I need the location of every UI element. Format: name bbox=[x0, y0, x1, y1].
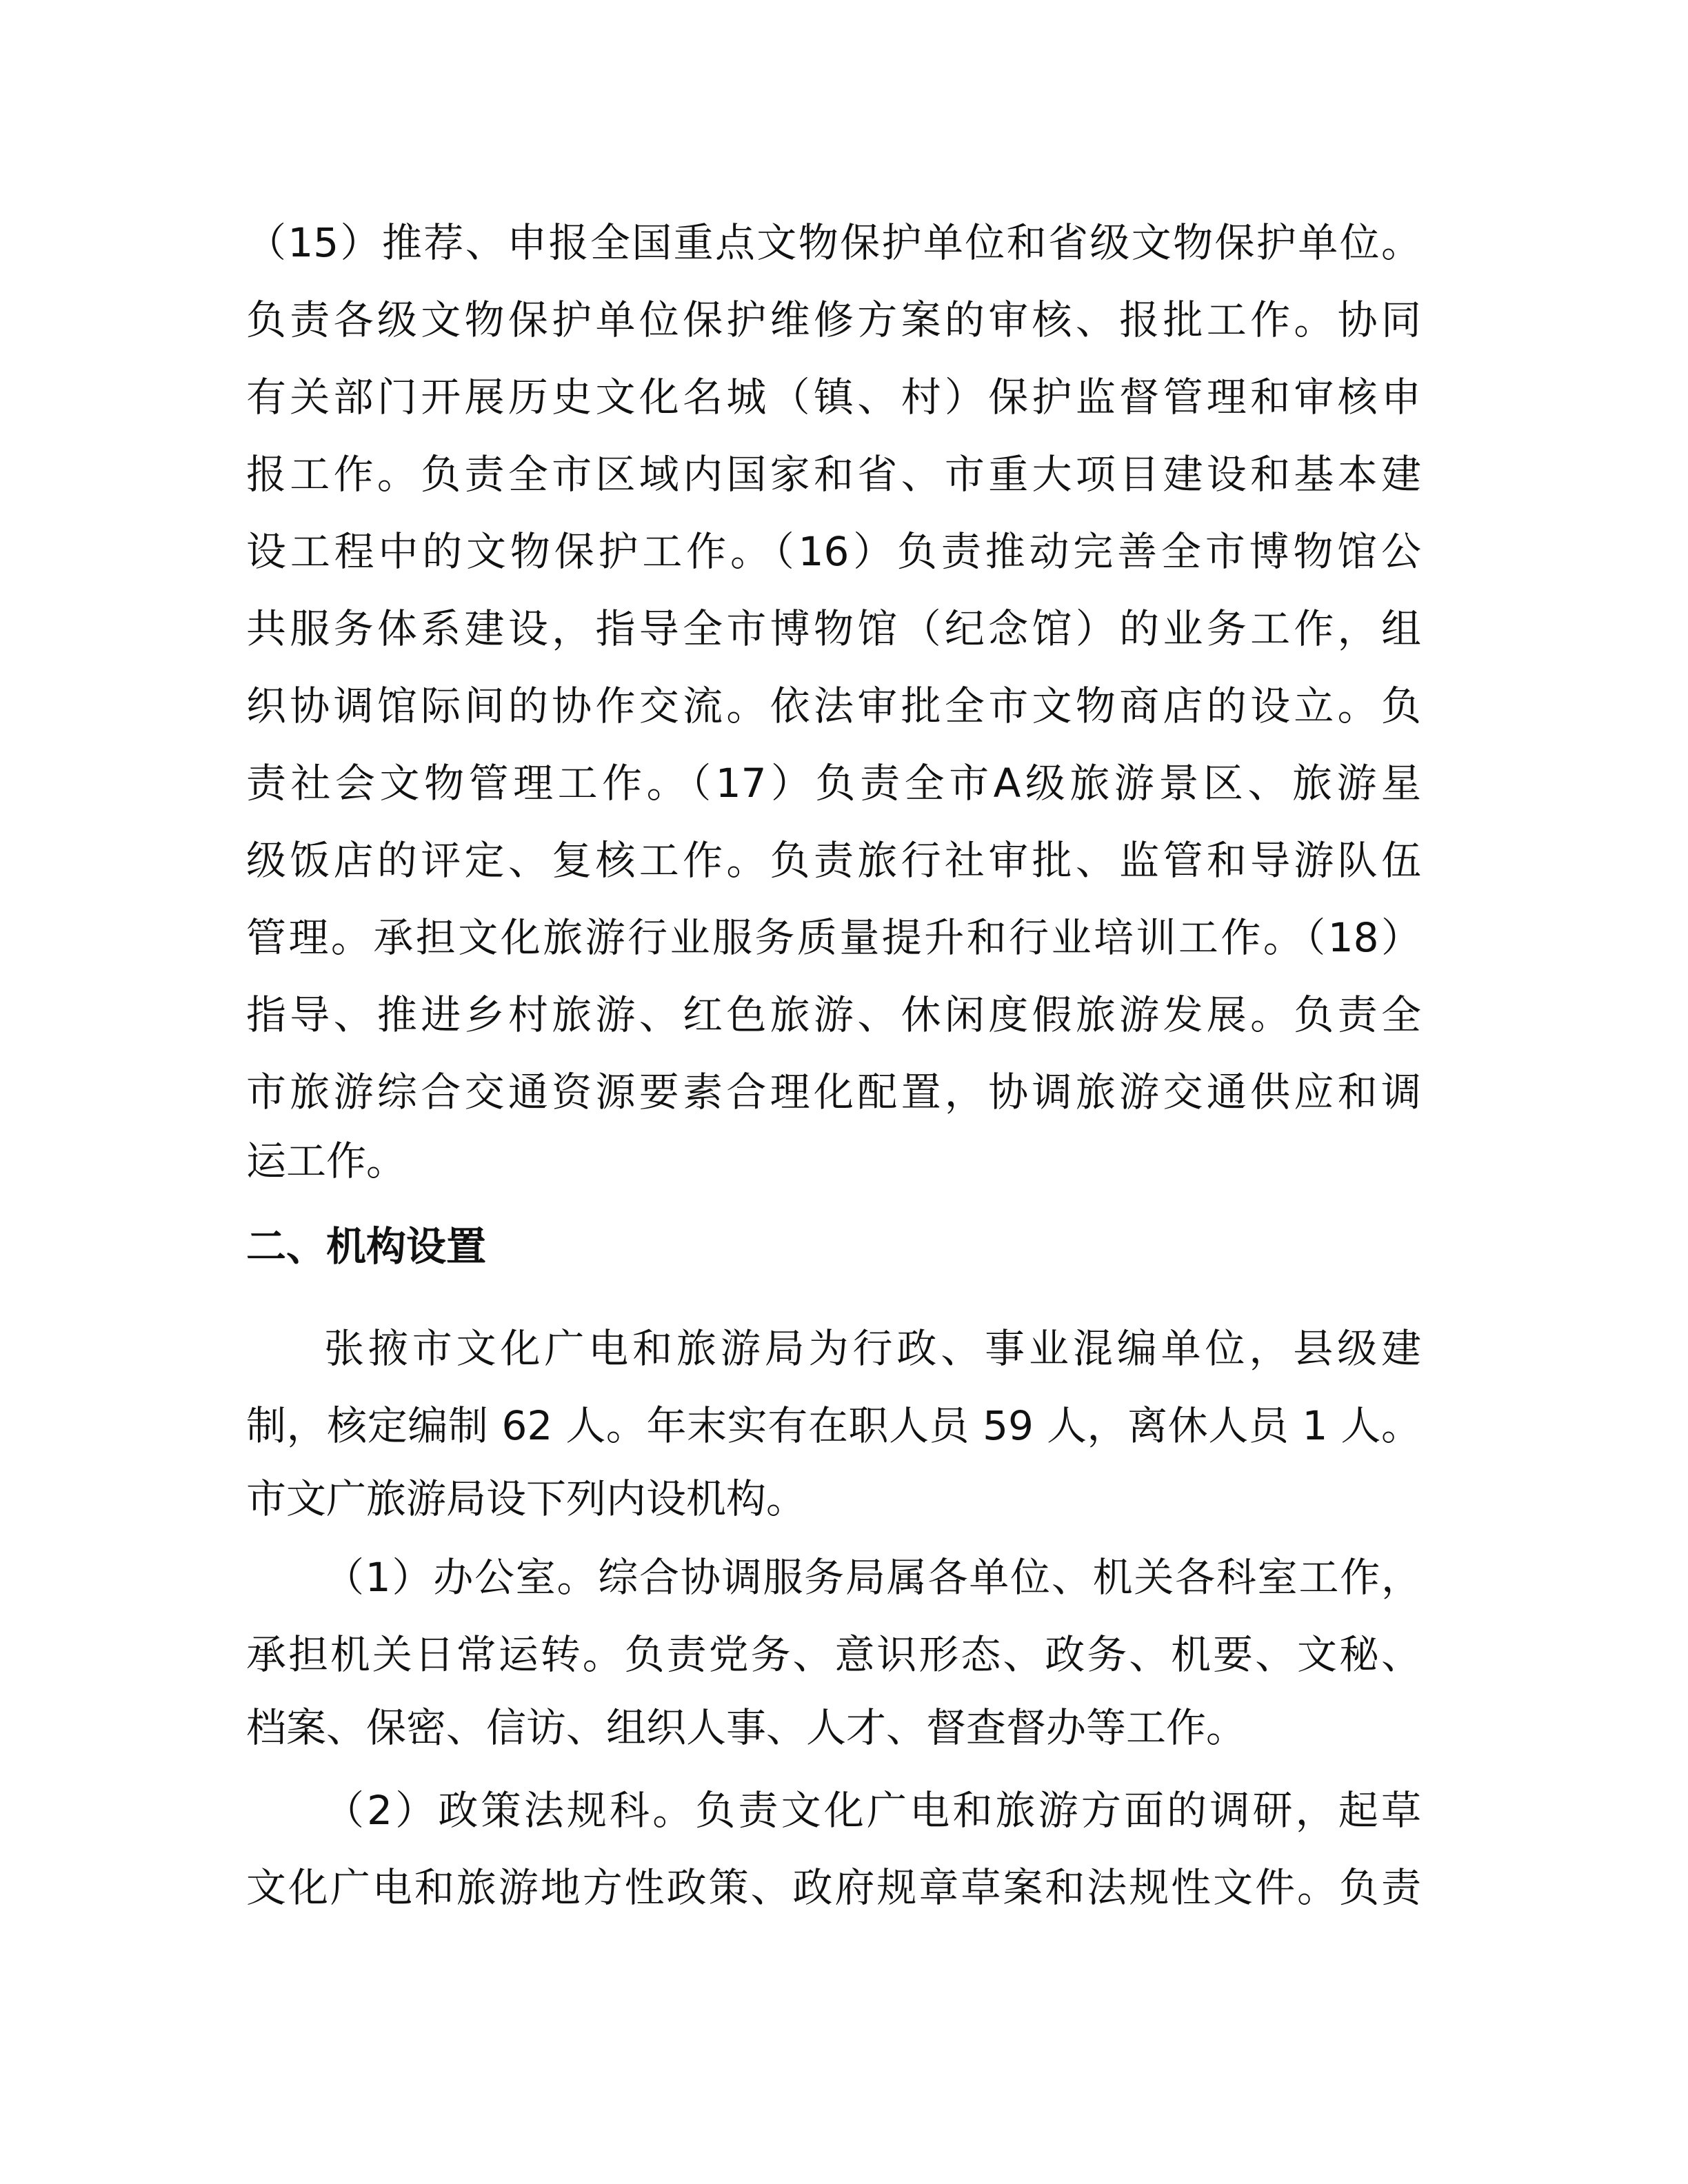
paragraph-line: 文化广电和旅游地方性政策、政府规章草案和法规性文件。负责 bbox=[246, 1864, 1421, 1911]
paragraph-line: 张掖市文化广电和旅游局为行政、事业混编单位，县级建 bbox=[324, 1325, 1421, 1372]
paragraph-line: 承担机关日常运转。负责党务、意识形态、政务、机要、文秘、 bbox=[246, 1631, 1421, 1678]
paragraph-line: 制，核定编制 62 人。年末实有在职人员 59 人，离休人员 1 人。 bbox=[246, 1402, 1421, 1449]
paragraph-line: 市文广旅游局设下列内设机构。 bbox=[246, 1475, 807, 1522]
paragraph-line: 指导、推进乡村旅游、红色旅游、休闲度假旅游发展。负责全 bbox=[246, 991, 1421, 1038]
paragraph-line: 运工作。 bbox=[246, 1138, 407, 1184]
paragraph-line: 责社会文物管理工作。（17）负责全市A级旅游景区、旅游星 bbox=[246, 760, 1421, 807]
paragraph-line: 负责各级文物保护单位保护维修方案的审核、报批工作。协同 bbox=[246, 296, 1421, 343]
paragraph-line: 设工程中的文物保护工作。（16）负责推动完善全市博物馆公 bbox=[246, 528, 1421, 575]
section-heading: 二、机构设置 bbox=[246, 1223, 487, 1270]
paragraph-line: 报工作。负责全市区域内国家和省、市重大项目建设和基本建 bbox=[246, 451, 1421, 498]
paragraph-line: （1）办公室。综合协调服务局属各单位、机关各科室工作， bbox=[324, 1554, 1421, 1601]
paragraph-line: 市旅游综合交通资源要素合理化配置，协调旅游交通供应和调 bbox=[246, 1069, 1421, 1115]
paragraph-line: （15）推荐、申报全国重点文物保护单位和省级文物保护单位。 bbox=[246, 219, 1421, 266]
paragraph-line: 有关部门开展历史文化名城（镇、村）保护监督管理和审核申 bbox=[246, 374, 1421, 421]
paragraph-line: 档案、保密、信访、组织人事、人才、督查督办等工作。 bbox=[246, 1704, 1247, 1751]
paragraph-line: 级饭店的评定、复核工作。负责旅行社审批、监管和导游队伍 bbox=[246, 837, 1421, 884]
paragraph-line: （2）政策法规科。负责文化广电和旅游方面的调研，起草 bbox=[324, 1787, 1421, 1834]
paragraph-line: 织协调馆际间的协作交流。依法审批全市文物商店的设立。负 bbox=[246, 682, 1421, 729]
paragraph-line: 共服务体系建设，指导全市博物馆（纪念馆）的业务工作，组 bbox=[246, 605, 1421, 652]
paragraph-line: 管理。承担文化旅游行业服务质量提升和行业培训工作。（18） bbox=[246, 914, 1421, 961]
